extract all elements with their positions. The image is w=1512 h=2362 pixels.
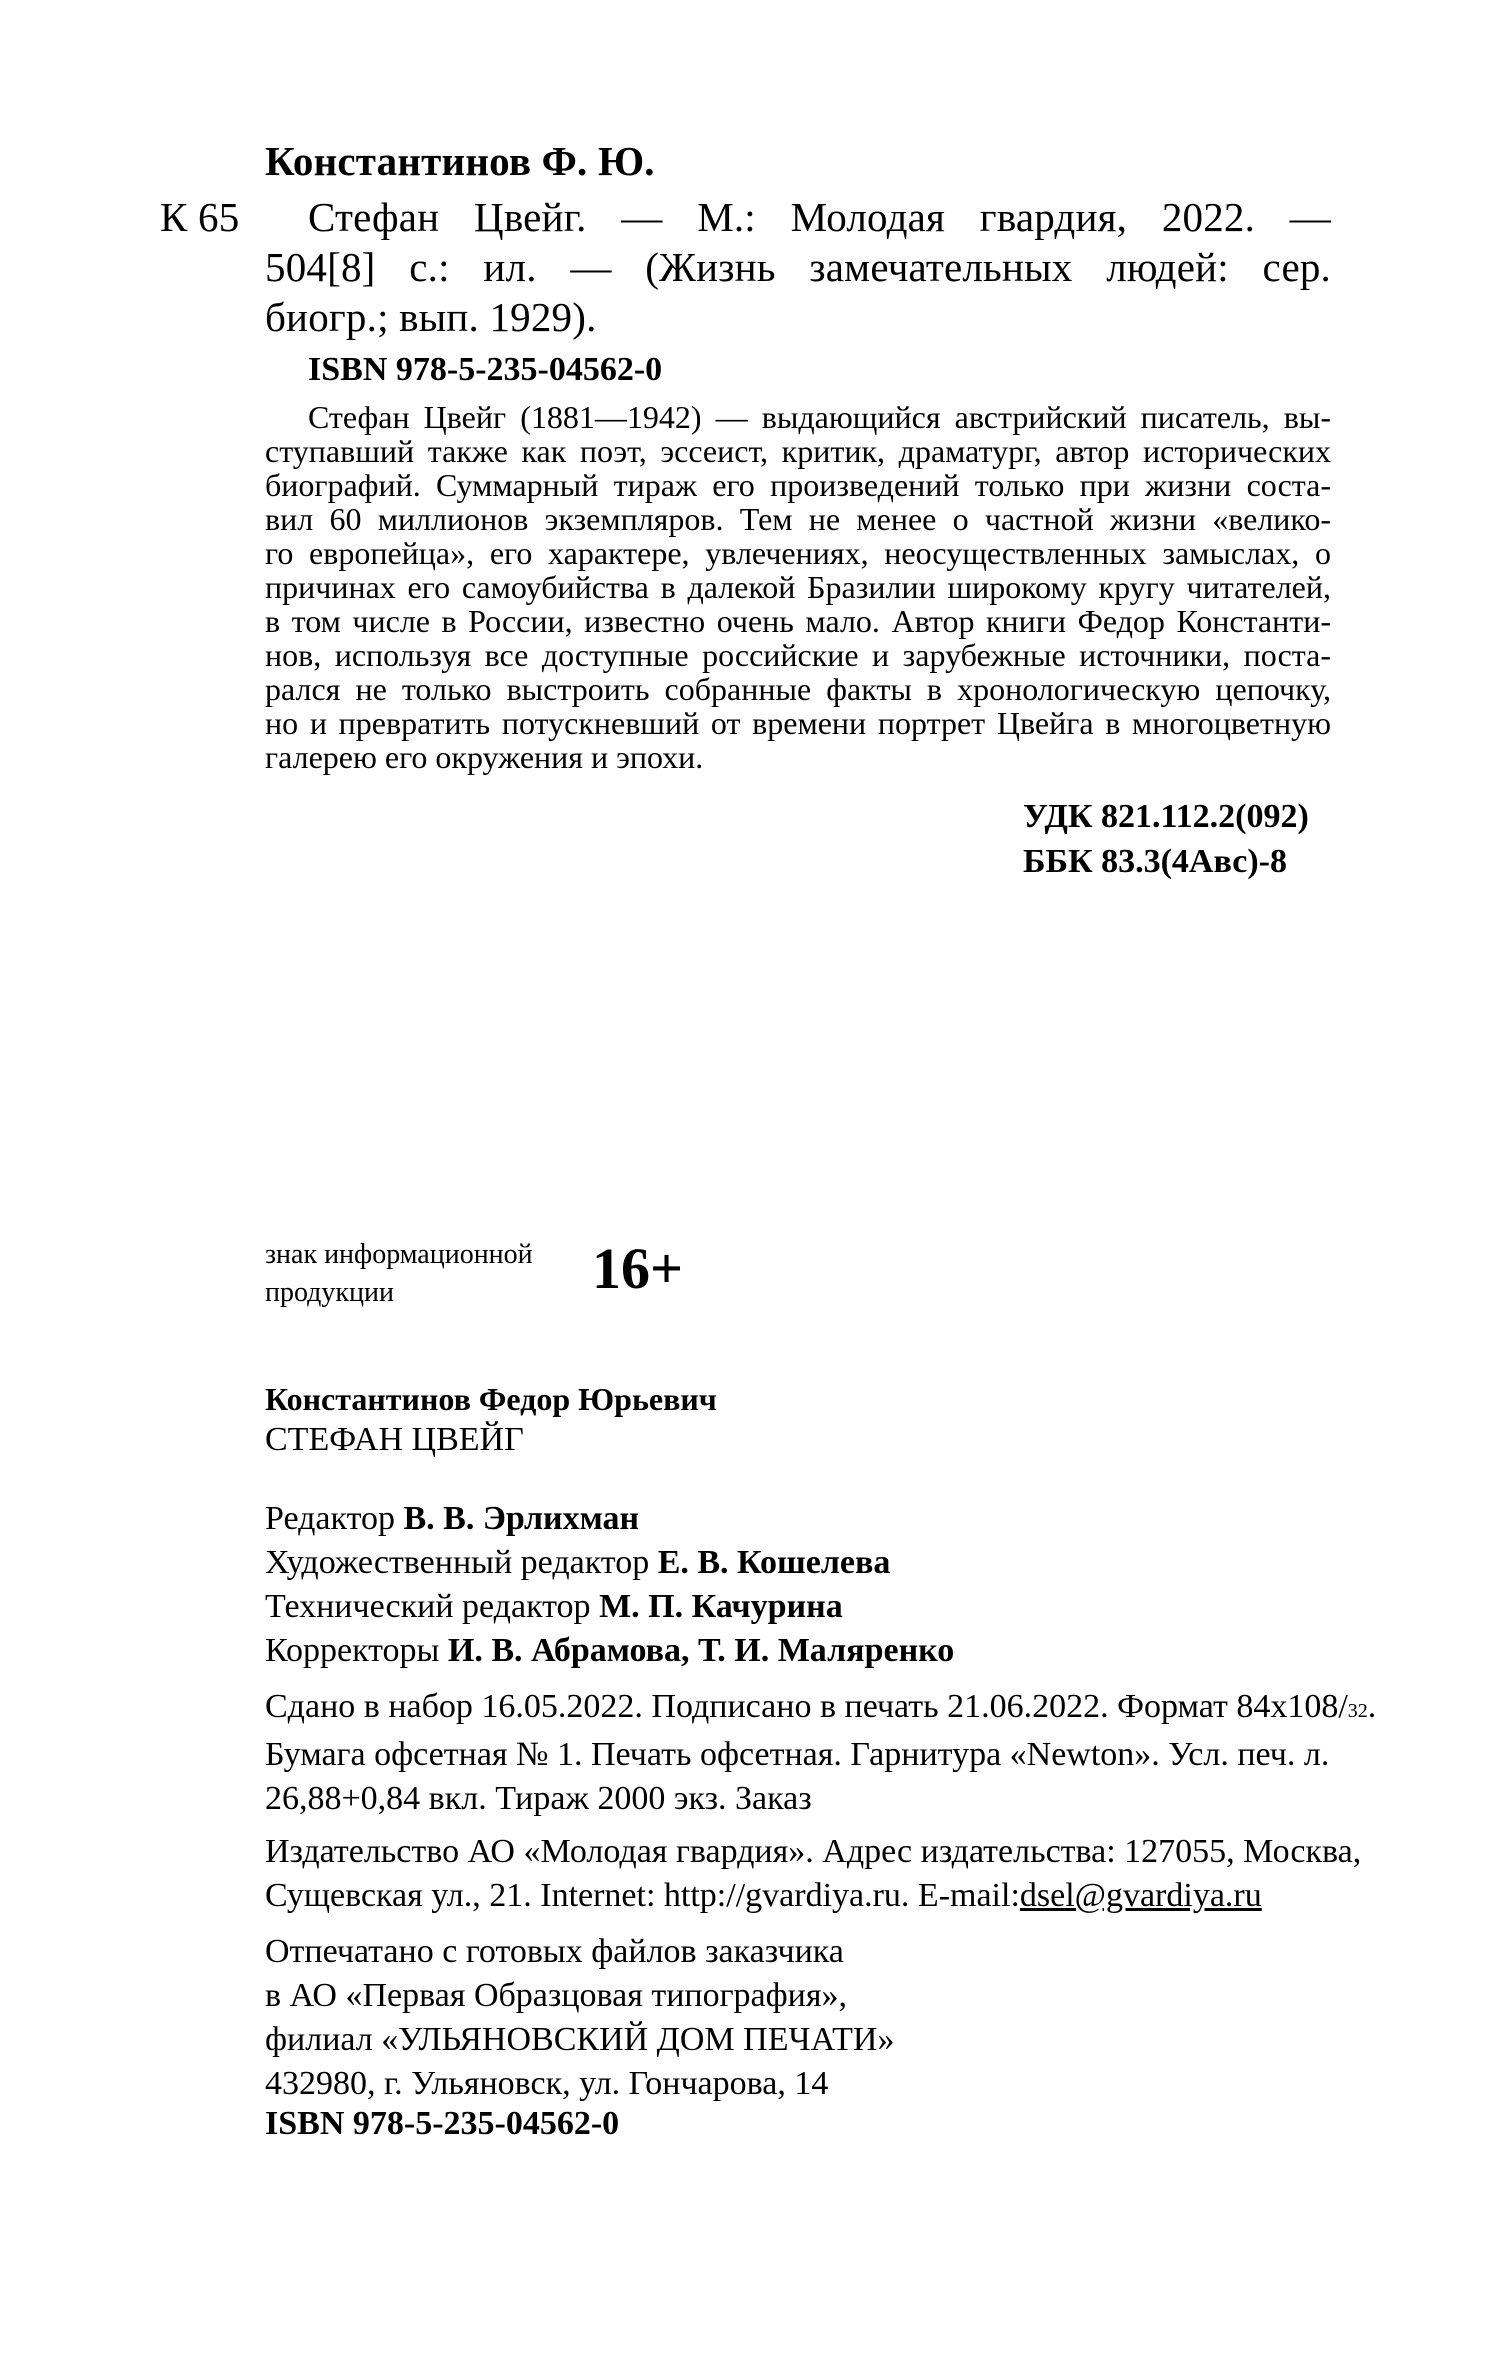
staff-name: В. В. Эрлихман [403, 1500, 640, 1537]
staff-tech-editor [265, 1585, 954, 1629]
print-info-text: Сдано в набор 16.05.2022. Подписано в печать 21.06.2022. Формат 84x108/ [265, 1688, 1348, 1725]
age-mark-label: продукции [265, 1277, 394, 1308]
bibliographic-continuation [265, 242, 1331, 342]
printer-line: Отпечатано с готовых файлов заказчика [265, 1933, 844, 1970]
publisher-info [265, 1830, 1361, 1918]
print-info-line [265, 1685, 1376, 1733]
publisher-address: Сущевская ул., 21. Internet: http://gvardiya.ru. E-mail: [265, 1877, 1020, 1914]
annotation-line: ступавший также как поэт, эссеист, критик, драматург, автор исторических [265, 433, 1331, 469]
publisher-email-link[interactable]: dsel@gvardiya.ru [1019, 1877, 1262, 1914]
biblio-line: биогр.; вып. 1929). [265, 294, 597, 340]
print-info-line: Бумага офсетная № 1. Печать офсетная. Гарнитура «Newton». Усл. печ. л. [265, 1736, 1330, 1773]
staff-proofreaders [265, 1629, 954, 1673]
staff-role: Технический редактор [265, 1588, 591, 1625]
printer-info [265, 1930, 894, 2106]
bbk-code: ББК 83.3(4Авс)-8 [1023, 843, 1287, 880]
annotation [265, 400, 1331, 774]
bibliographic-description [308, 192, 1331, 242]
age-mark-label: знак информационной [265, 1239, 533, 1270]
annotation-line: галерею его окружения и эпохи. [265, 739, 704, 775]
isbn-bottom: ISBN 978-5-235-04562-0 [265, 2105, 620, 2142]
annotation-line: го европейца», его характере, увлечениях, неосуществленных замыслах, о [265, 535, 1331, 571]
staff-name: И. В. Абрамова, Т. И. Маляренко [447, 1632, 955, 1669]
annotation-line: в том числе в России, известно очень мало. Автор книги Федор Константи- [265, 603, 1331, 639]
annotation-line: но и превратить потускневший от времени портрет Цвейга в многоцветную [265, 705, 1331, 741]
publisher-line [265, 1874, 1361, 1918]
format-fraction: 32 [1347, 1700, 1368, 1722]
publisher-line: Издательство АО «Молодая гвардия». Адрес издательства: 127055, Москва, [265, 1833, 1362, 1870]
age-rating: 16+ [592, 1236, 684, 1301]
printer-line: в АО «Первая Образцовая типография», [265, 1977, 848, 2014]
annotation-line: вил 60 миллионов экземпляров. Тем не менее о частной жизни «велико- [265, 501, 1331, 537]
annotation-line: нов, используя все доступные российские и зарубежные источники, поста- [265, 637, 1331, 673]
biblio-line: Стефан Цвейг. — М.: Молодая гвардия, 2022. — [308, 194, 1331, 240]
print-info-line: 26,88+0,84 вкл. Тираж 2000 экз. Заказ [265, 1780, 812, 1817]
staff-editor [265, 1497, 954, 1541]
catalog-code: К 65 [160, 194, 240, 240]
annotation-line: Стефан Цвейг (1881—1942) — выдающийся австрийский писатель, вы- [308, 399, 1331, 435]
annotation-line: биографий. Суммарный тираж его произведений только при жизни соста- [265, 467, 1331, 503]
staff-role: Корректоры [265, 1632, 440, 1669]
annotation-line: причинах его самоубийства в далекой Бразилии широкому кругу читателей, [265, 569, 1331, 605]
isbn-top: ISBN 978-5-235-04562-0 [308, 351, 663, 388]
annotation-line: рался не только выстроить собранные факты в хронологическую цепочку, [265, 671, 1331, 707]
udk-code: УДК 821.112.2(092) [1023, 798, 1309, 835]
printer-line: филиал «УЛЬЯНОВСКИЙ ДОМ ПЕЧАТИ» [265, 2021, 895, 2058]
print-info [265, 1685, 1376, 1821]
staff-role: Редактор [265, 1500, 395, 1537]
staff-name: М. П. Качурина [599, 1588, 843, 1625]
staff-name: Е. В. Кошелева [657, 1544, 891, 1581]
author-heading: Константинов Ф. Ю. [265, 138, 655, 184]
printer-line: 432980, г. Ульяновск, ул. Гончарова, 14 [265, 2065, 829, 2102]
author-full-name: Константинов Федор Юрьевич [265, 1381, 717, 1417]
biblio-line: 504[8] с.: ил. — (Жизнь замечательных людей: сер. [265, 244, 1331, 290]
book-title: СТЕФАН ЦВЕЙГ [265, 1421, 524, 1458]
staff-role: Художественный редактор [265, 1544, 650, 1581]
staff-list [265, 1497, 954, 1673]
staff-art-editor [265, 1541, 954, 1585]
print-info-end: . [1367, 1688, 1377, 1725]
